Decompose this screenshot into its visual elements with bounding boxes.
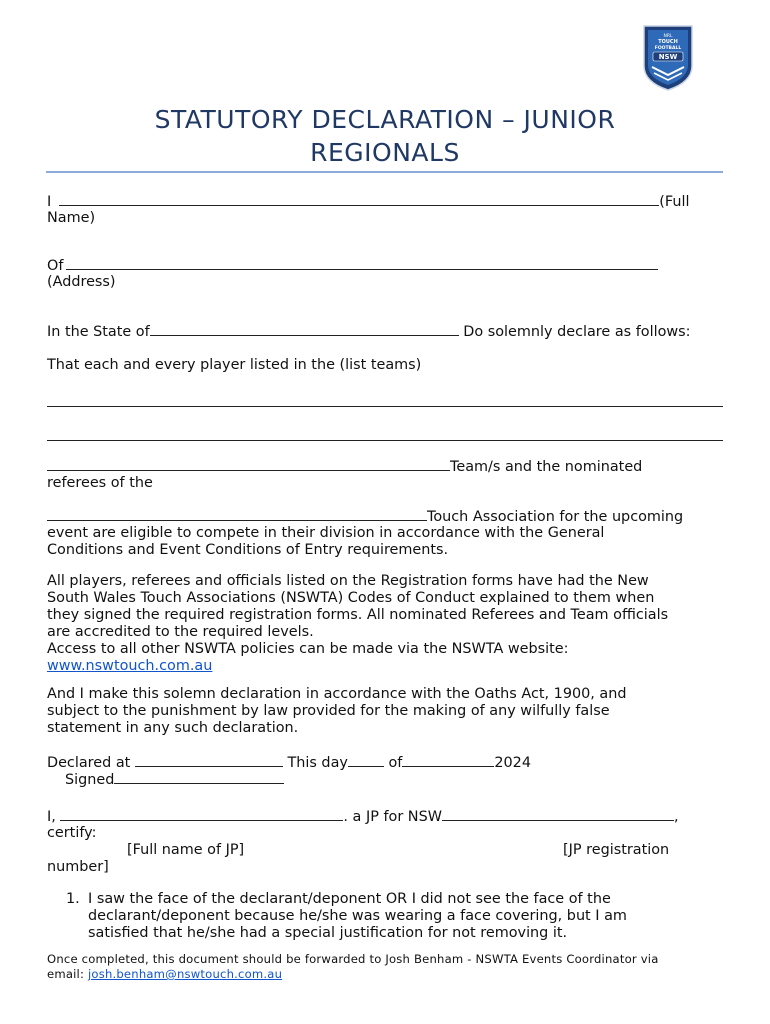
teams-field-3[interactable] [47, 458, 450, 471]
address-row [47, 257, 658, 275]
list-item-line-3: satisfied that he/she had a special justification for not removing it. [88, 925, 568, 941]
address-prefix: Of [47, 258, 64, 274]
state-prefix: In the State of [47, 324, 150, 340]
address-suffix: (Address) [47, 274, 116, 290]
oath-line-3: statement in any such declaration. [47, 720, 299, 736]
teams-line-1[interactable] [47, 406, 723, 407]
jp-mid-text: . a JP for NSW [343, 809, 442, 825]
jp-prefix: I, [47, 809, 56, 825]
footer-line-2 [47, 966, 282, 982]
full-name-field[interactable] [59, 193, 659, 206]
teams-nominated-row [47, 458, 642, 476]
oath-line-1: And I make this solemn declaration in accordance with the Oaths Act, 1900, and [47, 686, 627, 702]
title-divider [46, 171, 723, 173]
logo-text-2: TOUCH [658, 39, 678, 45]
signed-label: Signed [65, 772, 115, 788]
list-item-line-1: I saw the face of the declarant/deponent OR I did not see the face of the [88, 891, 611, 907]
full-name-suffix-2: Name) [47, 210, 96, 226]
teams-line-2[interactable] [47, 440, 723, 441]
conduct-line-4: are accredited to the required levels. [47, 624, 314, 640]
certify-label: certify: [47, 825, 97, 841]
list-item-line-2: declarant/deponent because he/she was wearing a face covering, but I am [88, 908, 627, 924]
day-field[interactable] [348, 754, 384, 767]
declared-at-label: Declared at [47, 755, 131, 771]
jp-registration-hint: [JP registration [563, 842, 670, 858]
association-suffix: Touch Association for the upcoming [427, 509, 684, 525]
this-day-label: This day [287, 755, 348, 771]
state-field[interactable] [150, 323, 459, 336]
state-suffix: Do solemnly declare as follows: [463, 324, 691, 340]
nsw-touch-football-logo [640, 22, 696, 92]
full-name-row [47, 193, 689, 211]
footer-line-1: Once completed, this document should be forwarded to Josh Benham - NSWTA Events Coordinator via [47, 952, 659, 966]
nswta-website-link[interactable]: www.nswtouch.com.au [47, 658, 213, 674]
title-line-2: REGIONALS [310, 138, 460, 167]
referees-of-the: referees of the [47, 475, 153, 491]
teams-nominated-text: Team/s and the nominated [450, 459, 643, 475]
list-item-number: 1. [66, 891, 80, 907]
teams-intro: That each and every player listed in the (list teams) [47, 357, 422, 373]
footer-email-link[interactable]: josh.benham@nswtouch.com.au [87, 967, 283, 981]
signed-row [65, 771, 284, 789]
association-line-3: Conditions and Event Conditions of Entry requirements. [47, 542, 449, 558]
year-label: 2024 [494, 755, 531, 771]
association-field[interactable] [47, 508, 427, 521]
conduct-line-2: South Wales Touch Associations (NSWTA) Codes of Conduct explained to them when [47, 590, 655, 606]
full-name-prefix: I [47, 194, 52, 210]
association-line-2: event are eligible to compete in their division in accordance with the General [47, 525, 605, 541]
logo-badge: NSW [658, 53, 678, 61]
footer-email-label: email: [47, 967, 85, 981]
logo-text-1: NRL [663, 34, 673, 39]
state-row [47, 323, 691, 341]
declared-row [47, 754, 531, 772]
logo-text-3: FOOTBALL [654, 46, 682, 51]
declared-at-field[interactable] [135, 754, 283, 767]
address-field[interactable] [66, 257, 658, 270]
full-name-suffix: (Full [659, 194, 690, 210]
jp-end: , [673, 809, 679, 825]
jp-registration-hint-2: number] [47, 859, 109, 875]
signature-field[interactable] [114, 771, 284, 784]
conduct-line-1: All players, referees and officials listed on the Registration forms have had the New [47, 573, 649, 589]
page-title [60, 103, 710, 169]
jp-name-hint: [Full name of JP] [127, 842, 245, 858]
association-row [47, 508, 683, 526]
title-line-1: STATUTORY DECLARATION – JUNIOR [154, 105, 616, 134]
conduct-line-5: Access to all other NSWTA policies can be made via the NSWTA website: [47, 641, 569, 657]
of-label: of [388, 755, 403, 771]
jp-name-field[interactable] [60, 808, 343, 821]
conduct-line-3: they signed the required registration forms. All nominated Referees and Team officials [47, 607, 669, 623]
oath-line-2: subject to the punishment by law provided for the making of any wilfully false [47, 703, 610, 719]
jp-registration-field[interactable] [442, 808, 674, 821]
month-field[interactable] [402, 754, 494, 767]
jp-row [47, 808, 679, 826]
